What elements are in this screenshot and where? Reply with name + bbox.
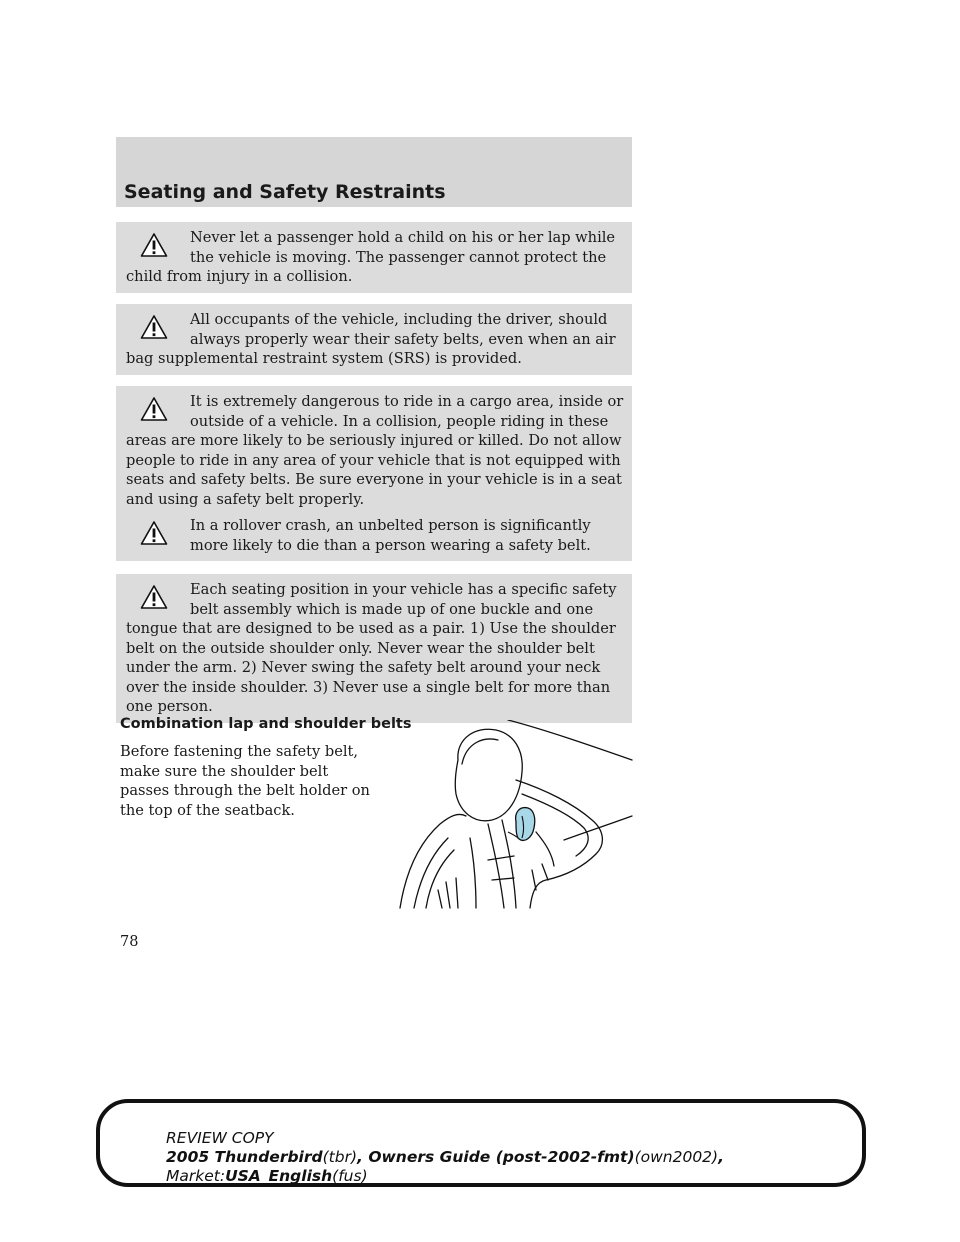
review-copy-label: REVIEW COPY — [166, 1129, 274, 1147]
market-identifier: Market:USA_English(fus) — [166, 1167, 368, 1185]
warning-text: All occupants of the vehicle, including the driver, should always properly wear their safety belts, even when an air bag supplemental restraint system (SRS) is provided. — [126, 311, 616, 367]
page-number: 78 — [120, 934, 139, 950]
warning-box — [116, 574, 632, 723]
document-identifier: 2005 Thunderbird(tbr), Owners Guide (post-2002-fmt)(own2002), — [166, 1148, 724, 1166]
warning-triangle-icon — [140, 584, 168, 610]
seat-belt-holder-illustration — [396, 720, 636, 910]
section-heading: Combination lap and shoulder belts — [120, 716, 412, 732]
warning-text: Each seating position in your vehicle has a specific safety belt assembly which is made up of one buckle and one tongue that are designed to be used as a pair. 1) Use the shoulder belt on the outside shoulder only. Never wear the shoulder belt under the arm. 2) Never swing the safety belt around your neck over the inside shoulder. 3) Never use a single belt for more than one person. — [126, 581, 617, 715]
warning-box — [116, 222, 632, 293]
warning-box — [116, 386, 632, 515]
warning-box — [116, 304, 632, 375]
warning-text: Never let a passenger hold a child on his or her lap while the vehicle is moving. The passenger cannot protect the child from injury in a collision. — [126, 229, 616, 285]
page-title: Seating and Safety Restraints — [124, 181, 446, 203]
warning-triangle-icon — [140, 232, 168, 258]
body-paragraph: Before fastening the safety belt, make sure the shoulder belt passes through the belt holder on the top of the seatback. — [120, 743, 370, 819]
warning-triangle-icon — [140, 396, 168, 422]
warning-triangle-icon — [140, 314, 168, 340]
warning-text: In a rollover crash, an unbelted person is significantly more likely to die than a person wearing a safety belt. — [190, 517, 591, 554]
warning-text: It is extremely dangerous to ride in a cargo area, inside or outside of a vehicle. In a collision, people riding in these areas are more likely to be seriously injured or killed. Do not allow people to ride in any area of your vehicle that is not equipped with seats and safety belts. Be sure everyone in your vehicle is in a seat and using a safety belt properly. — [126, 393, 624, 508]
warning-triangle-icon — [140, 520, 168, 546]
section-header-band — [116, 137, 632, 207]
warning-box — [116, 510, 632, 561]
review-footer — [96, 1099, 866, 1187]
